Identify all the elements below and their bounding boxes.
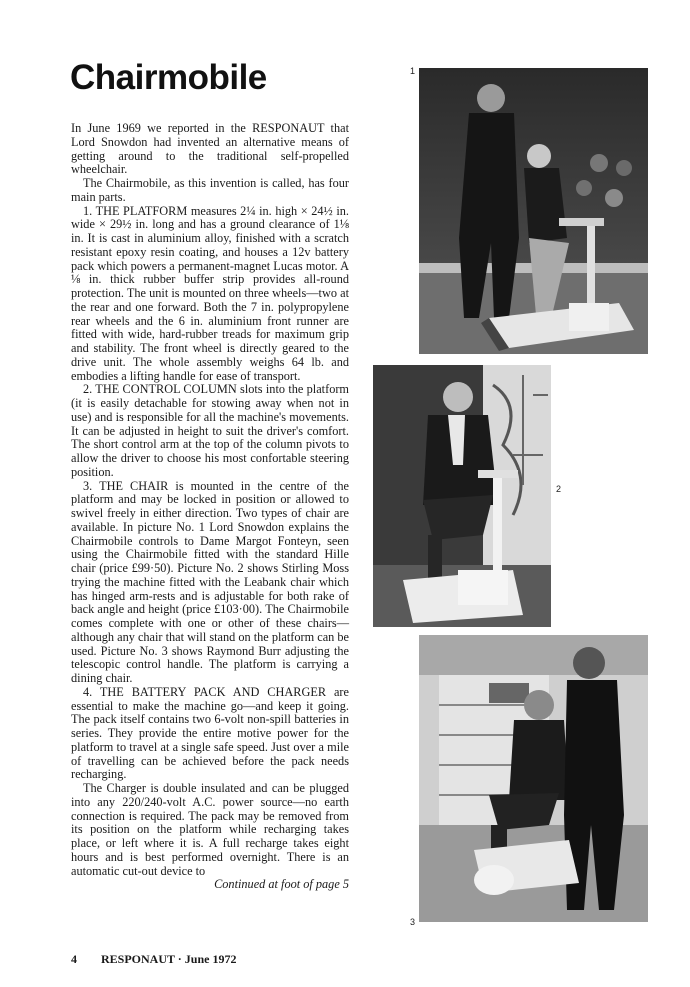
- paragraph-parts: The Chairmobile, as this invention is called, has four main parts.: [71, 176, 349, 204]
- continued-note: Continued at foot of page 5: [214, 877, 349, 892]
- paragraph-intro: In June 1969 we reported in the RESPONAUT that Lord Snowdon had invented an alternative means of getting around to the traditional self-propelled wheelchair.: [71, 121, 349, 177]
- paragraph-charger: The Charger is double insulated and can be plugged into any 220/240-volt A.C. power source—no earth connection is required. The pack may be removed from its position on the platform while recharging takes place, or left where it is. A full recharge takes eight hours and is best performed overnight. There is an automatic cut-out device to: [71, 781, 349, 878]
- article-body: [71, 122, 349, 892]
- photo-3-raymond-burr: [419, 635, 648, 922]
- article-title: Chairmobile: [70, 58, 267, 97]
- paragraph-chair: 3. THE CHAIR is mounted in the centre of the platform and may be locked in position or allowed to swivel freely in either direction. Two types of chair are available. In picture No. 1 Lord Snowdon explains the Chairmobile controls to Dame Margot Fonteyn, seen using the Chairmobile fitted with the standard Hille chair (price £99·50). Picture No. 2 shows Stirling Moss trying the machine fitted with the Leabank chair which has hinged arm-rests and is adjustable for both rake of back angle and height (price £103·00). The Chairmobile comes complete with one or other of these chairs—although any chair that will stand on the platform can be used. Picture No. 3 shows Raymond Burr adjusting the telescopic control handle. The platform is carrying a dining chair.: [71, 478, 349, 685]
- page-number: 4: [71, 952, 77, 966]
- photo-number-3: 3: [410, 917, 416, 927]
- paragraph-battery: 4. THE BATTERY PACK AND CHARGER are essential to make the machine go—and keep it going. The pack itself contains two 6-volt non-spill batteries in series. They provide the entire motive power for the platform to travel at a single safe speed. Just over a mile of travelling can be achieved before the pack needs recharging.: [71, 684, 349, 782]
- photo-2-stirling-moss: [373, 365, 551, 627]
- paragraph-control-column: 2. THE CONTROL COLUMN slots into the platform (it is easily detachable for stowing away when not in use) and is responsible for all the machine's movements. It can be adjusted in height to suit the driver's comfort. The short control arm at the top of the column pivots to allow the driver to choose his most confortable steering position.: [71, 382, 349, 479]
- photo-number-2: 2: [556, 484, 562, 494]
- paragraph-platform: 1. THE PLATFORM measures 2¼ in. high × 24½ in. wide × 29½ in. long and has a ground clearance of 1⅛ in. It is cast in aluminium alloy, finished with a scratch resistant epoxy resin coating, and houses a 12v battery pack which powers a permanent-magnet Lucas motor. A ⅛ in. thick rubber buffer strip provides all-round protection. The unit is mounted on three wheels—two at the rear and one forward. Both the 7 in. polypropylene rear wheels and the 6 in. aluminium front runner are fitted with wide, hard-rubber treads for maximum grip and stability. The front wheel is directly geared to the drive unit. The whole assembly weighs 64 lb. and embodies a lifting handle for ease of transport.: [71, 203, 349, 383]
- photo-number-1: 1: [410, 66, 416, 76]
- publication-line: RESPONAUT · June 1972: [101, 952, 237, 966]
- page-footer: [71, 952, 236, 967]
- photo-1-snowdon-fonteyn: [419, 68, 648, 354]
